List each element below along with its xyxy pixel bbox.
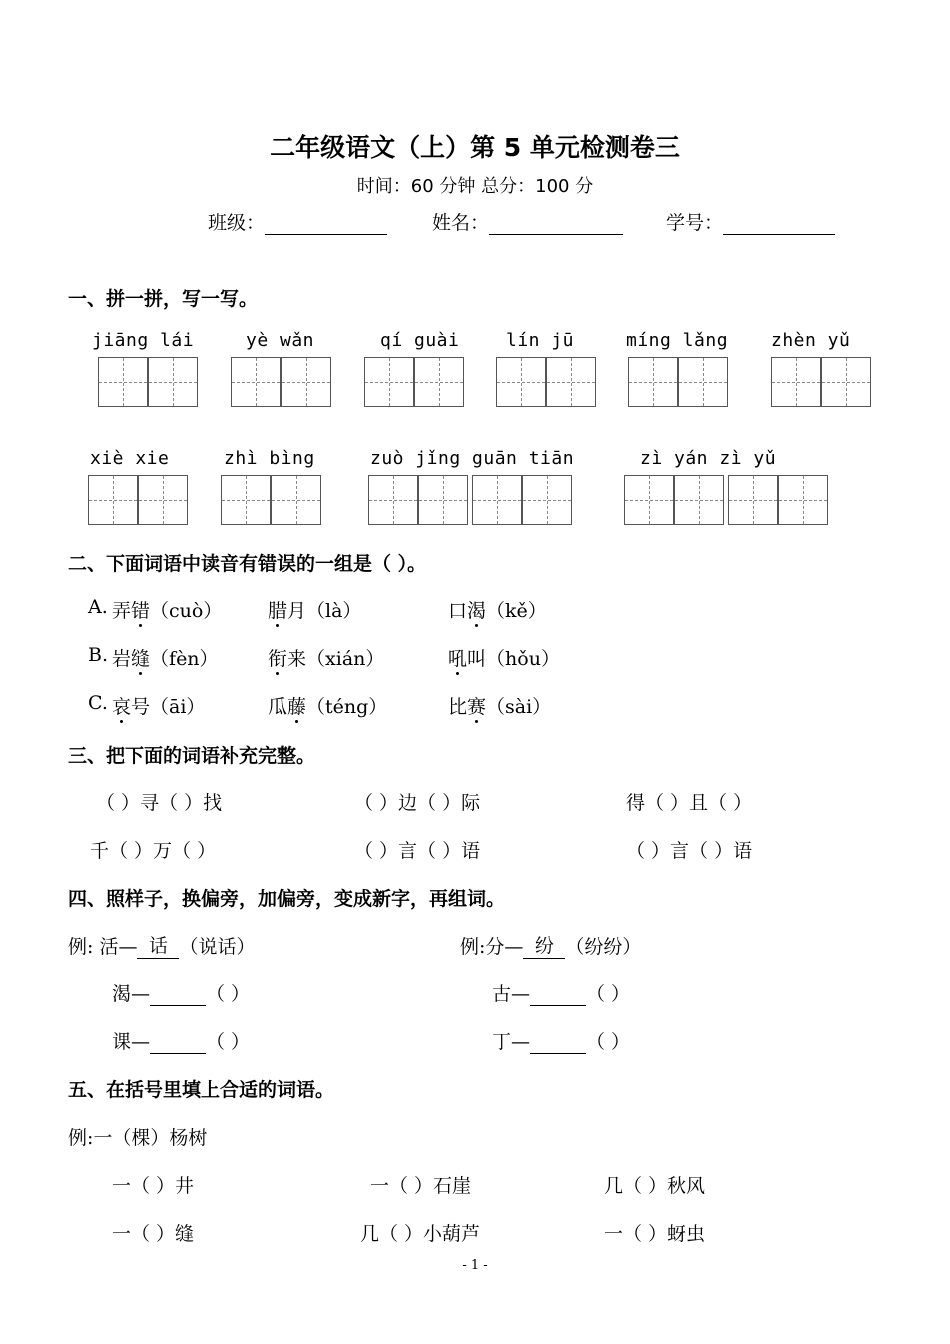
pinyin: （āi） — [150, 696, 206, 718]
example-answer: 纷 — [523, 931, 565, 959]
char: 瓜 — [268, 696, 288, 718]
char: 岩 — [112, 648, 132, 670]
marked-char: 错 — [131, 600, 151, 622]
writing-box[interactable] — [364, 357, 414, 407]
pinyin: qí guài — [380, 330, 460, 351]
answer-blank[interactable] — [530, 1035, 586, 1054]
example: 例:一（棵）杨树 — [68, 1127, 208, 1149]
writing-box[interactable] — [98, 357, 148, 407]
char: 叫 — [467, 648, 487, 670]
pinyin: míng lǎng — [626, 330, 729, 351]
idiom-blank[interactable]: 得（ ）且（ ） — [626, 792, 753, 814]
char-question — [112, 979, 250, 1006]
class-input-line[interactable] — [265, 214, 387, 235]
option-c-label: C. — [88, 692, 108, 714]
page-title: 二年级语文（上）第 5 单元检测卷三 — [270, 133, 680, 162]
name-input-line[interactable] — [489, 214, 623, 235]
marked-char: 渴 — [467, 600, 487, 622]
pinyin: （kě） — [486, 600, 547, 622]
marked-char: 吼 — [448, 648, 468, 670]
name-field — [432, 208, 623, 235]
marked-char: 腊 — [268, 600, 288, 622]
word-item — [268, 692, 387, 719]
writing-box[interactable] — [231, 357, 281, 407]
word-item — [448, 596, 547, 623]
source-char: 课— — [112, 1031, 151, 1053]
writing-box[interactable] — [496, 357, 546, 407]
writing-box[interactable] — [522, 475, 572, 525]
writing-box[interactable] — [546, 357, 596, 407]
word-blank[interactable]: （ ） — [586, 983, 631, 1005]
pinyin: （téng） — [306, 696, 388, 718]
pinyin: lín jū — [506, 330, 575, 351]
word-item — [268, 644, 384, 671]
writing-box[interactable] — [771, 357, 821, 407]
writing-box[interactable] — [674, 475, 724, 525]
measure-blank[interactable]: 几（ ）秋风 — [604, 1175, 706, 1197]
pinyin: （fèn） — [150, 648, 219, 670]
section2-heading: 二、下面词语中读音有错误的一组是（ ）。 — [68, 553, 427, 575]
exam-info: 时间：60 分钟 总分：100 分 — [356, 176, 594, 197]
char-question — [492, 979, 630, 1006]
pinyin: zhèn yǔ — [771, 330, 851, 351]
writing-box[interactable] — [281, 357, 331, 407]
writing-box[interactable] — [678, 357, 728, 407]
word-item — [448, 644, 560, 671]
char: 来 — [287, 648, 307, 670]
class-field — [208, 208, 387, 235]
writing-box[interactable] — [728, 475, 778, 525]
section5-heading: 五、在括号里填上合适的词语。 — [68, 1079, 335, 1101]
marked-char: 哀 — [112, 696, 132, 718]
writing-box[interactable] — [778, 475, 828, 525]
measure-blank[interactable]: 一（ ）石崖 — [370, 1175, 472, 1197]
pinyin: （là） — [306, 600, 362, 622]
word-blank[interactable]: （ ） — [586, 1031, 631, 1053]
pinyin: （xián） — [306, 648, 385, 670]
writing-box[interactable] — [624, 475, 674, 525]
name-label: 姓名： — [432, 212, 490, 234]
measure-blank[interactable]: 一（ ）井 — [112, 1175, 195, 1197]
writing-box[interactable] — [368, 475, 418, 525]
option-a-label: A. — [88, 596, 108, 618]
char: 口 — [448, 600, 468, 622]
class-label: 班级： — [208, 212, 266, 234]
writing-box[interactable] — [221, 475, 271, 525]
word-item — [268, 596, 361, 623]
pinyin: xiè xie — [90, 448, 170, 469]
example-prefix: 例:分— — [460, 936, 524, 958]
measure-blank[interactable]: 几（ ）小葫芦 — [360, 1223, 481, 1245]
marked-char: 缝 — [131, 648, 151, 670]
section3-heading: 三、把下面的词语补充完整。 — [68, 745, 316, 767]
answer-blank[interactable] — [150, 1035, 206, 1054]
option-b-label: B. — [88, 644, 109, 666]
measure-blank[interactable]: 一（ ）蚜虫 — [604, 1223, 706, 1245]
char: 号 — [131, 696, 151, 718]
idiom-blank[interactable]: （ ）边（ ）际 — [354, 792, 481, 814]
example-word: （纷纷） — [565, 936, 642, 958]
marked-char: 赛 — [467, 696, 487, 718]
number-input-line[interactable] — [723, 214, 835, 235]
pinyin: （cuò） — [150, 600, 223, 622]
word-item — [112, 644, 219, 671]
page-number: - 1 - — [462, 1258, 488, 1273]
char: 月 — [287, 600, 307, 622]
section4-heading: 四、照样子，换偏旁，加偏旁，变成新字，再组词。 — [68, 888, 506, 910]
pinyin: （sài） — [486, 696, 552, 718]
pinyin: zì yán zì yǔ — [640, 448, 777, 469]
writing-box[interactable] — [88, 475, 138, 525]
char: 比 — [448, 696, 468, 718]
writing-box[interactable] — [414, 357, 464, 407]
writing-box[interactable] — [821, 357, 871, 407]
pinyin: zuò jǐng guān tiān — [370, 448, 575, 469]
pinyin: zhì bìng — [224, 448, 315, 469]
source-char: 丁— — [492, 1031, 531, 1053]
idiom-blank[interactable]: （ ）寻（ ）找 — [96, 792, 223, 814]
writing-box[interactable] — [271, 475, 321, 525]
marked-char: 衔 — [268, 648, 288, 670]
char-question — [112, 1027, 250, 1054]
source-char: 古— — [492, 983, 531, 1005]
section1-heading: 一、拼一拼，写一写。 — [68, 288, 259, 310]
example-word: （说话） — [179, 936, 256, 958]
example-prefix: 例: 活— — [68, 936, 138, 958]
writing-box[interactable] — [138, 475, 188, 525]
measure-blank[interactable]: 一（ ）缝 — [112, 1223, 195, 1245]
writing-box[interactable] — [148, 357, 198, 407]
number-field — [666, 208, 835, 235]
idiom-blank[interactable]: （ ）言（ ）语 — [626, 840, 753, 862]
pinyin: yè wǎn — [246, 330, 315, 351]
word-item — [448, 692, 551, 719]
pinyin: jiāng lái — [92, 330, 195, 351]
word-blank[interactable]: （ ） — [206, 983, 251, 1005]
word-item — [112, 596, 222, 623]
word-item — [112, 692, 205, 719]
number-label: 学号： — [666, 212, 724, 234]
writing-box[interactable] — [472, 475, 522, 525]
writing-box[interactable] — [418, 475, 468, 525]
marked-char: 藤 — [287, 696, 307, 718]
word-blank[interactable]: （ ） — [206, 1031, 251, 1053]
answer-blank[interactable] — [150, 987, 206, 1006]
char-question — [492, 1027, 630, 1054]
example-1 — [68, 931, 255, 959]
writing-box[interactable] — [628, 357, 678, 407]
idiom-blank[interactable]: （ ）言（ ）语 — [354, 840, 481, 862]
example-answer: 话 — [137, 931, 179, 959]
char: 弄 — [112, 600, 132, 622]
idiom-blank[interactable]: 千（ ）万（ ） — [90, 840, 217, 862]
answer-blank[interactable] — [530, 987, 586, 1006]
pinyin: （hǒu） — [486, 648, 560, 670]
example-2 — [460, 931, 641, 959]
source-char: 渴— — [112, 983, 151, 1005]
